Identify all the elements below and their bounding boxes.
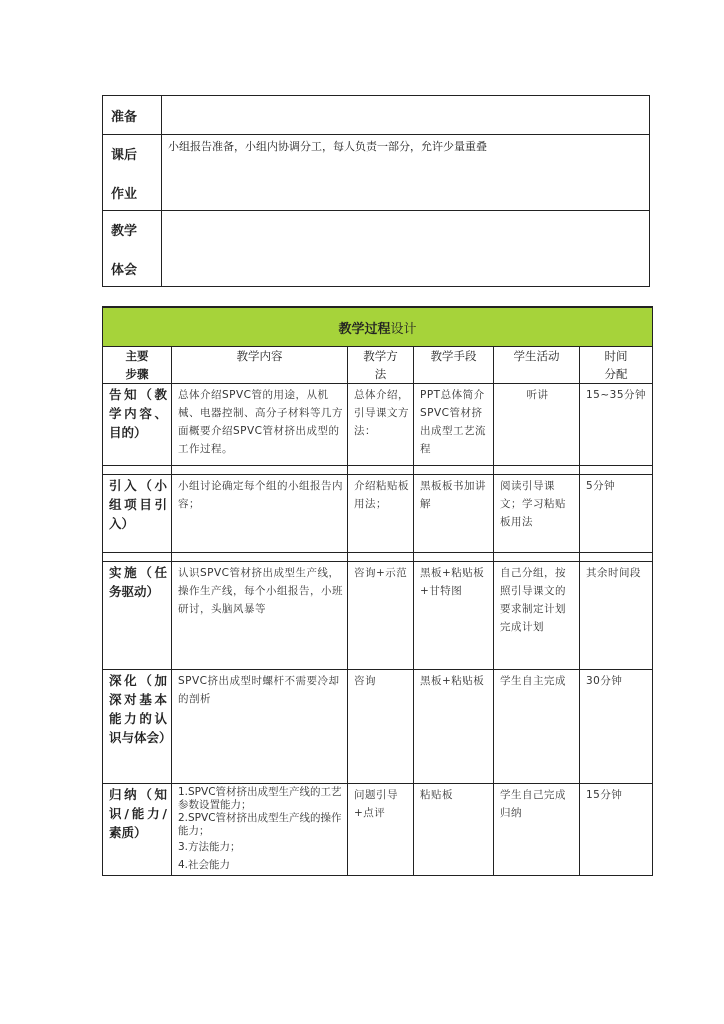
time-cell: 15~35分钟	[580, 384, 653, 466]
header-content: 教学内容	[172, 347, 348, 384]
table-row	[103, 135, 650, 211]
table-row	[103, 475, 653, 553]
activity-cell: 学生自己完成归纳	[494, 784, 580, 876]
activity-cell: 学生自主完成	[494, 670, 580, 784]
row-gap	[103, 553, 653, 562]
header-activity: 学生活动	[494, 347, 580, 384]
content-line: 1.SPVC管材挤出成型生产线的工艺参数设置能力；	[178, 786, 342, 811]
method-cell: 介绍粘贴板用法；	[348, 475, 414, 553]
row-label	[103, 211, 162, 287]
activity-cell: 听讲	[494, 384, 580, 466]
title-row	[103, 307, 653, 347]
preparation-homework-table	[102, 95, 650, 287]
row-gap	[103, 466, 653, 475]
time-cell: 其余时间段	[580, 562, 653, 670]
row-label	[103, 96, 162, 135]
table-row	[103, 211, 650, 287]
label-line: 课后	[111, 148, 138, 163]
content-line: 2.SPVC管材挤出成型生产线的操作能力；	[178, 812, 342, 837]
title-rest: 设计	[390, 321, 417, 337]
means-cell: 黑板+粘贴板+甘特图	[414, 562, 494, 670]
row-label	[103, 135, 162, 211]
reflection-content	[162, 211, 650, 287]
content-line: 3.方法能力；	[178, 841, 241, 853]
label-line: 准备	[111, 109, 138, 125]
means-cell: 粘贴板	[414, 784, 494, 876]
step-cell: 引入（小组项目引入）	[103, 475, 172, 553]
time-cell: 5分钟	[580, 475, 653, 553]
teaching-process-table	[102, 306, 653, 876]
table-row	[103, 784, 653, 876]
means-cell: PPT总体简介SPVC管材挤出成型工艺流程	[414, 384, 494, 466]
table-row	[103, 384, 653, 466]
step-cell: 告知（教学内容、目的）	[103, 384, 172, 466]
process-title	[103, 307, 653, 347]
method-cell: 问题引导+点评	[348, 784, 414, 876]
content-cell	[172, 784, 348, 876]
label-line: 教学	[111, 224, 138, 239]
activity-cell: 自己分组，按照引导课文的要求制定计划完成计划	[494, 562, 580, 670]
header-steps-line2: 步骤	[125, 367, 149, 381]
content-cell: 总体介绍SPVC管的用途，从机械、电器控制、高分子材料等几方面概要介绍SPVC管材挤出成型的工作过程。	[172, 384, 348, 466]
header-means: 教学手段	[414, 347, 494, 384]
means-cell: 黑板+粘贴板	[414, 670, 494, 784]
header-method	[348, 347, 414, 384]
time-cell: 15分钟	[580, 784, 653, 876]
step-cell: 归纳（知识/能力/素质）	[103, 784, 172, 876]
content-cell: 认识SPVC管材挤出成型生产线，操作生产线，每个小组报告，小班研讨，头脑风暴等	[172, 562, 348, 670]
table-row	[103, 670, 653, 784]
means-cell: 黑板板书加讲解	[414, 475, 494, 553]
homework-content: 小组报告准备，小组内协调分工，每人负责一部分，允许少量重叠	[162, 135, 650, 211]
header-method-line1: 教学方	[363, 349, 398, 363]
time-cell: 30分钟	[580, 670, 653, 784]
title-bold: 教学过程	[338, 321, 391, 337]
header-steps	[103, 347, 172, 384]
header-time-line1: 时间	[604, 349, 628, 363]
label-line: 体会	[111, 263, 138, 278]
method-cell: 咨询	[348, 670, 414, 784]
header-method-line2: 法	[374, 367, 387, 381]
activity-cell: 阅读引导课文；学习粘贴板用法	[494, 475, 580, 553]
content-cell: SPVC挤出成型时螺杆不需要冷却的剖析	[172, 670, 348, 784]
header-row	[103, 347, 653, 384]
step-cell: 深化（加深对基本能力的认识与体会）	[103, 670, 172, 784]
content-cell: 小组讨论确定每个组的小组报告内容；	[172, 475, 348, 553]
step-cell: 实施（任务驱动）	[103, 562, 172, 670]
table-row	[103, 562, 653, 670]
content-line: 4.社会能力	[178, 859, 231, 871]
method-cell: 咨询+示范	[348, 562, 414, 670]
row-content	[162, 96, 650, 135]
header-steps-line1: 主要	[125, 349, 149, 363]
label-line: 作业	[111, 187, 138, 202]
table-row	[103, 96, 650, 135]
header-time-line2: 分配	[604, 367, 628, 381]
header-time	[580, 347, 653, 384]
method-cell: 总体介绍，引导课文方法：	[348, 384, 414, 466]
